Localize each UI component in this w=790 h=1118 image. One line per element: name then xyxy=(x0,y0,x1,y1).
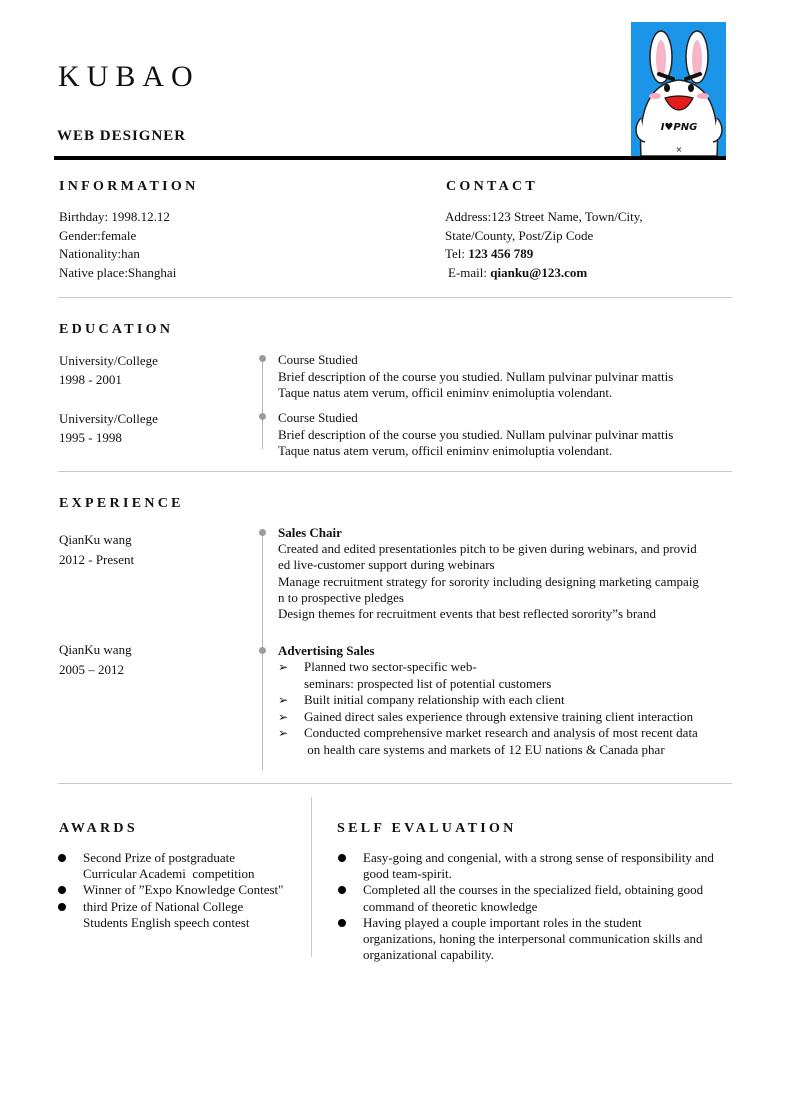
birthday-text: Birthday: 1998.12.12 xyxy=(59,209,170,224)
address-line-2: State/County, Post/Zip Code xyxy=(445,227,594,243)
evaluation-item: Having played a couple important roles in the student organizations, honing the interpersonal communication skills and organizational capability. xyxy=(338,915,758,964)
experience-bullet-list xyxy=(278,659,738,758)
duty-line: Design themes for recruitment events that best reflected sorority”s brand xyxy=(278,606,656,622)
experience-heading: EXPERIENCE xyxy=(59,496,184,511)
course-desc: Brief description of the course you studied. Nullam pulvinar pulvinar mattis xyxy=(278,426,674,442)
address-line-1: Address:123 Street Name, Town/City, xyxy=(445,209,643,224)
position-title: Advertising Sales xyxy=(278,643,375,658)
contact-list xyxy=(445,208,643,282)
experience-entry-2-meta xyxy=(59,640,132,680)
resume-name: KUBAO xyxy=(58,60,200,93)
list-item: ➢ Gained direct sales experience through extensive training client interaction xyxy=(278,708,694,724)
awards-list xyxy=(58,850,308,931)
experience-entry-2-title xyxy=(278,643,374,659)
bullet-icon xyxy=(58,886,66,894)
timeline-dot xyxy=(259,355,266,362)
education-entry-2-meta xyxy=(59,410,158,447)
svg-text:×: × xyxy=(675,145,683,154)
nationality-text: Nationality:han xyxy=(59,246,140,261)
bullet-icon xyxy=(58,854,66,862)
rabbit-avatar-icon xyxy=(631,22,726,156)
education-entry-1-detail xyxy=(278,352,673,402)
section-divider xyxy=(58,783,732,784)
education-entry-1-meta xyxy=(59,352,158,389)
avatar-shirt-text: I♥PNG xyxy=(660,122,698,133)
contact-heading: CONTACT xyxy=(446,179,539,194)
arrow-bullet-icon: ➢ xyxy=(278,693,289,707)
gender-text: Gender:female xyxy=(59,227,137,243)
course-desc: Taque natus atem verum, officil eniminv enimoluptia volendant. xyxy=(278,385,613,400)
header-divider xyxy=(54,156,726,160)
company-name: QianKu wang xyxy=(59,532,132,547)
experience-entry-1-detail xyxy=(278,525,699,622)
list-item: ➢ Conducted comprehensive market research and analysis of most recent data on health care systems and markets of 12 EU nations & Canada phar xyxy=(278,725,698,757)
school-years: 1995 - 1998 xyxy=(59,429,122,445)
course-title: Course Studied xyxy=(278,410,358,425)
duty-line: n to prospective pledges xyxy=(278,589,404,605)
bullet-icon xyxy=(338,919,346,927)
timeline-dot xyxy=(259,529,266,536)
avatar xyxy=(631,22,726,156)
arrow-bullet-icon: ➢ xyxy=(278,660,289,674)
award-item: third Prize of National College Students English speech contest xyxy=(58,899,308,931)
evaluation-item: Completed all the courses in the specialized field, obtaining good command of theoretic knowledge xyxy=(338,882,758,914)
awards-heading: AWARDS xyxy=(59,821,138,836)
work-years: 2012 - Present xyxy=(59,552,135,567)
email-label: E-mail: xyxy=(448,264,491,280)
experience-entry-1-meta xyxy=(59,530,134,570)
self-evaluation-heading: SELF EVALUATION xyxy=(337,821,517,836)
tel-row xyxy=(445,245,643,264)
job-title: WEB DESIGNER xyxy=(57,128,187,144)
education-entry-2-detail xyxy=(278,410,673,460)
list-item: ➢ Planned two sector-specific web- seminars: prospected list of potential customers xyxy=(278,659,552,691)
section-divider xyxy=(58,471,732,472)
education-heading: EDUCATION xyxy=(59,322,174,337)
course-desc: Taque natus atem verum, officil eniminv enimoluptia volendant. xyxy=(278,443,613,458)
school-years: 1998 - 2001 xyxy=(59,371,122,387)
information-list xyxy=(59,208,176,282)
timeline-dot xyxy=(259,413,266,420)
bullet-icon xyxy=(58,903,66,911)
duty-line: Created and edited presentationles pitch to be given during webinars, and provid xyxy=(278,541,697,557)
information-heading: INFORMATION xyxy=(59,179,199,194)
email-value: qianku@123.com xyxy=(490,264,588,280)
self-evaluation-list xyxy=(338,850,758,963)
work-years: 2005 – 2012 xyxy=(59,662,124,677)
column-divider xyxy=(311,797,312,957)
position-title: Sales Chair xyxy=(278,525,342,540)
arrow-bullet-icon: ➢ xyxy=(278,726,289,740)
timeline-dot xyxy=(259,647,266,654)
course-desc: Brief description of the course you studied. Nullam pulvinar pulvinar mattis xyxy=(278,368,674,384)
email-row xyxy=(445,264,643,283)
school-name: University/College xyxy=(59,411,158,426)
duty-line: Manage recruitment strategy for sorority including designing marketing campaig xyxy=(278,573,699,589)
list-item: ➢ Built initial company relationship with each client xyxy=(278,692,565,707)
arrow-bullet-icon: ➢ xyxy=(278,709,289,724)
school-name: University/College xyxy=(59,353,158,368)
tel-value: 123 456 789 xyxy=(468,246,534,261)
evaluation-item: Easy-going and congenial, with a strong sense of responsibility and good team-spirit. xyxy=(338,850,758,882)
bullet-icon xyxy=(338,886,346,894)
native-place-text: Native place:Shanghai xyxy=(59,264,177,280)
bullet-icon xyxy=(338,854,346,862)
award-item: Second Prize of postgraduate Curricular Academi competition xyxy=(58,850,308,882)
tel-label: Tel: xyxy=(445,246,469,261)
course-title: Course Studied xyxy=(278,352,358,367)
award-item: Winner of ”Expo Knowledge Contest" xyxy=(58,882,308,898)
education-timeline xyxy=(262,357,263,449)
section-divider xyxy=(58,297,732,298)
company-name: QianKu wang xyxy=(59,642,132,657)
duty-line: ed live-customer support during webinars xyxy=(278,557,495,573)
